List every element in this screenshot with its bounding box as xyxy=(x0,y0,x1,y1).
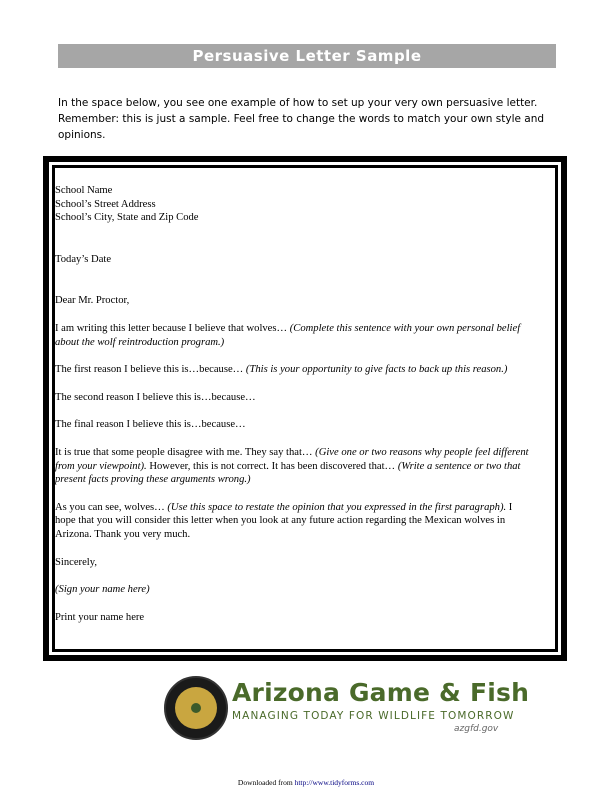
page-title: Persuasive Letter Sample xyxy=(58,44,556,68)
agency-tagline: MANAGING TODAY FOR WILDLIFE TOMORROW xyxy=(232,710,515,722)
paragraph-counterargument: It is true that some people disagree with me. They say that… (Give one or two reasons why people feel different from your viewpoint). However, this is not correct. It has been discovered that… (Write a sentence or two that present facts proving these arguments wrong.) xyxy=(55,446,529,486)
school-city: School’s City, State and Zip Code xyxy=(55,212,199,224)
school-name: School Name xyxy=(55,185,113,196)
footer-prefix: Downloaded from xyxy=(237,778,295,787)
school-street: School’s Street Address xyxy=(55,198,156,210)
paragraph-opinion: I am writing this letter because I believe that wolves… (Complete this sentence with your own personal belief about the wolf reintroduction program.) xyxy=(55,322,521,348)
footer-link[interactable]: http://www.tidyforms.com xyxy=(294,778,375,787)
agency-logo xyxy=(164,676,554,746)
paragraph-first-reason: The first reason I believe this is…because… (This is your opportunity to give facts to back up this reason.) xyxy=(55,364,508,376)
agency-name: Arizona Game & Fish xyxy=(232,678,530,707)
paragraph-conclusion: As you can see, wolves… (Use this space to restate the opinion that you expressed in the first paragraph). I hope that you will consider this letter when you look at any future action regarding the Mexican wolves in Arizona. Thank you very much. xyxy=(55,501,513,540)
letter-body xyxy=(55,168,555,649)
signature-line: (Sign your name here) xyxy=(55,584,150,596)
letter-date: Today’s Date xyxy=(55,253,112,265)
paragraph-final-reason: The final reason I believe this is…because… xyxy=(55,419,246,431)
closing: Sincerely, xyxy=(55,556,97,568)
letter-frame xyxy=(43,156,567,661)
salutation: Dear Mr. Proctor, xyxy=(55,295,130,307)
download-footer xyxy=(0,778,612,787)
intro-text: In the space below, you see one example of how to set up your very own persuasive letter. Remember: this is just a sample. Feel free to change the words to match your own style and opinions. xyxy=(58,97,545,141)
paragraph-second-reason: The second reason I believe this is…because… xyxy=(55,391,256,403)
printed-name-line: Print your name here xyxy=(55,611,145,623)
agency-site: azgfd.gov xyxy=(454,724,499,734)
agency-seal-icon xyxy=(164,676,228,740)
